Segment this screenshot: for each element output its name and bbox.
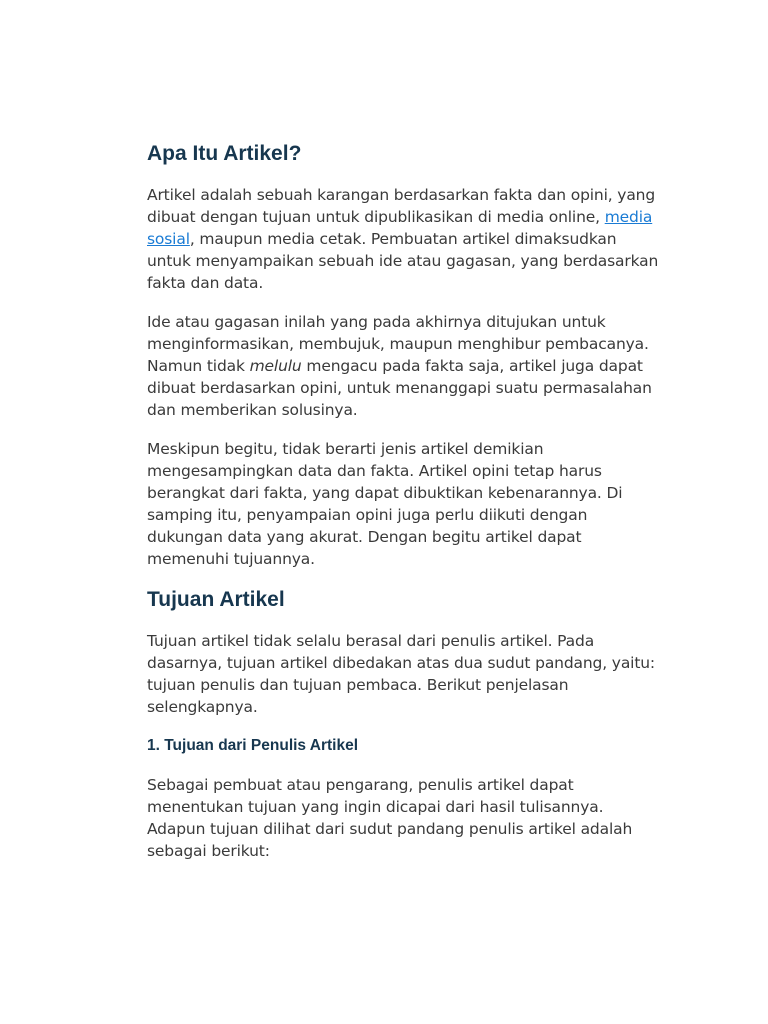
paragraph-opinion: Meskipun begitu, tidak berarti jenis artikel demikian mengesampingkan data dan fakta. Artikel opini tetap harus berangkat dari fakta, yang dapat dibuktikan kebenarannya. Di samping itu, penyampaian opini juga perlu diikuti dengan dukungan data yang akurat. Dengan begitu artikel dapat memenuhi tujuannya. [147, 440, 623, 568]
heading-tujuan-penulis: 1. Tujuan dari Penulis Artikel [147, 737, 359, 754]
heading-apa-itu-artikel: Apa Itu Artikel? [147, 142, 302, 165]
paragraph-definition-text-a: Artikel adalah sebuah karangan berdasarkan fakta dan opini, yang dibuat dengan tujuan untuk dipublikasikan di media online, [147, 186, 656, 226]
article-content [147, 138, 662, 862]
paragraph-idea [147, 311, 662, 421]
paragraph-idea-text-a: Ide atau gagasan inilah yang pada akhirnya ditujukan untuk menginformasikan, membujuk, maupun menghibur pembacanya. Namun tidak [147, 313, 649, 375]
heading-tujuan-artikel: Tujuan Artikel [147, 588, 285, 611]
paragraph-purpose: Tujuan artikel tidak selalu berasal dari penulis artikel. Pada dasarnya, tujuan artikel dibedakan atas dua sudut pandang, yaitu: tujuan penulis dan tujuan pembaca. Berikut penjelasan selengkapnya. [147, 632, 655, 716]
italic-melulu: melulu [249, 357, 302, 375]
paragraph-definition-text-b: , maupun media cetak. Pembuatan artikel dimaksudkan untuk menyampaikan sebuah ide atau gagasan, yang berdasarkan fakta dan data. [147, 230, 659, 292]
paragraph-idea-text-b: mengacu pada fakta saja, artikel juga dapat dibuat berdasarkan opini, untuk menanggapi suatu permasalahan dan memberikan solusinya. [147, 357, 652, 419]
paragraph-writer-purpose: Sebagai pembuat atau pengarang, penulis artikel dapat menentukan tujuan yang ingin dicapai dari hasil tulisannya. Adapun tujuan dilihat dari sudut pandang penulis artikel adalah sebagai berikut: [147, 776, 633, 860]
media-sosial-link[interactable]: media sosial [147, 208, 653, 248]
paragraph-definition [147, 184, 662, 294]
